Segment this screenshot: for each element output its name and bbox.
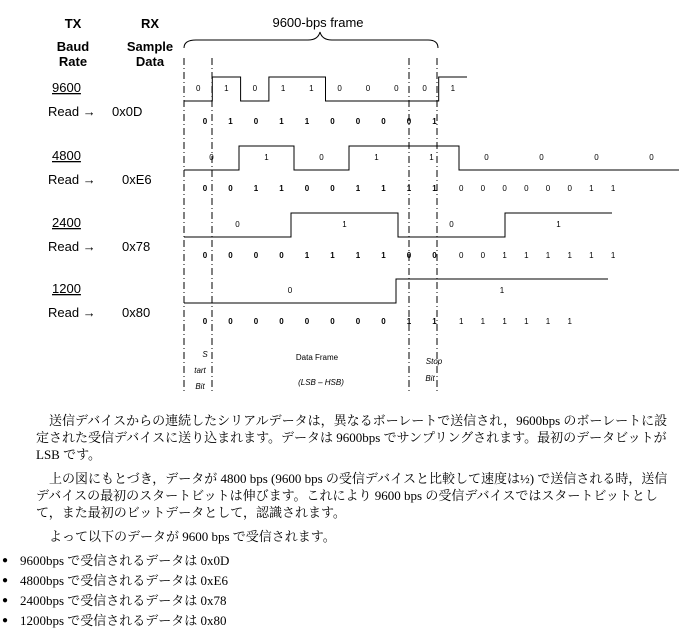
signal-bit-label: 1 (556, 220, 561, 229)
sample-value: 1 (610, 184, 616, 193)
rx-header: RX (140, 16, 160, 31)
sample-value: 1 (432, 184, 437, 193)
sample-value: 1 (589, 251, 594, 260)
sample-value: 1 (567, 251, 572, 260)
row-rate-1200: 1200 (52, 281, 81, 296)
sample-value: 1 (610, 251, 616, 260)
sample-value: 1 (381, 184, 386, 193)
stop-bit-label-1: Stop (425, 357, 443, 366)
signal-bit-label: 0 (252, 84, 258, 93)
start-bit-label-1: S (202, 350, 208, 359)
signal-bit-label: 0 (287, 286, 293, 295)
sample-value: 0 (480, 184, 486, 193)
sample-value: 0 (253, 317, 259, 326)
sample-value: 1 (279, 117, 284, 126)
signal-bit-label: 0 (319, 153, 324, 162)
signal-bit-label: 0 (337, 84, 342, 93)
frame-annotations (194, 350, 443, 391)
row-read-2400: Read → (48, 239, 96, 254)
sample-value: 0 (458, 184, 464, 193)
signal-bit-label: 0 (594, 153, 599, 162)
signal-bit-label: 1 (309, 84, 314, 93)
sample-value: 0 (202, 251, 208, 260)
frame-brace (184, 32, 438, 48)
sample-value: 0 (524, 184, 529, 193)
sample-value: 0 (228, 184, 233, 193)
baud-header: Baud (56, 39, 90, 54)
sample-value: 0 (330, 117, 335, 126)
row-rate-4800: 4800 (52, 148, 81, 163)
signal-bit-label: 0 (539, 153, 544, 162)
row-read-9600: Read → (48, 104, 96, 119)
signal-bit-label: 0 (365, 84, 371, 93)
signal-bit-label: 0 (422, 84, 427, 93)
sample-value: 1 (279, 184, 284, 193)
sample-value: 0 (253, 117, 259, 126)
data-header: Data (135, 54, 165, 69)
sample-value: 0 (502, 184, 507, 193)
row-labels (48, 80, 152, 320)
rate-header: Rate (58, 54, 88, 69)
sample-value: 1 (480, 317, 486, 326)
signal-bit-label: 1 (429, 153, 434, 162)
sample-value: 0 (330, 317, 335, 326)
result-item-1200: ● 1200bps で受信されるデータは 0x80 (2, 612, 676, 629)
signal-bit-label: 0 (649, 153, 654, 162)
sample-value: 1 (253, 184, 259, 193)
sample-value: 1 (524, 317, 529, 326)
row-read-4800: Read → (48, 172, 96, 187)
data-frame-label: Data Frame (295, 353, 339, 362)
row-rate-9600: 9600 (52, 80, 81, 95)
sample-value: 1 (355, 251, 361, 260)
paragraph-3: よって以下のデータが 9600 bps で受信されます。 (49, 529, 336, 544)
sample-value: 1 (567, 317, 572, 326)
sample-value: 0 (279, 251, 284, 260)
start-bit-label-2: tart (194, 366, 206, 375)
row-read-1200: Read → (48, 305, 96, 320)
row-rate-2400: 2400 (52, 215, 81, 230)
row-value-1200: 0x80 (122, 305, 151, 320)
sample-value: 1 (545, 317, 551, 326)
lsb-msb-label: (LSB – HSB) (298, 378, 344, 387)
row-value-4800: 0xE6 (122, 172, 152, 187)
sample-value: 1 (228, 117, 233, 126)
sample-value: 0 (279, 317, 284, 326)
waveform-1200 (184, 279, 608, 303)
sample-value: 1 (432, 117, 437, 126)
signal-bit-label: 1 (450, 84, 456, 93)
sample-value: 0 (202, 117, 208, 126)
signal-bit-label: 1 (342, 220, 347, 229)
sample-value: 1 (432, 317, 437, 326)
sample-value: 1 (304, 117, 310, 126)
sample-value: 1 (355, 184, 361, 193)
signal-bit-label: 1 (280, 84, 286, 93)
sample-value: 0 (545, 184, 551, 193)
sample-value: 0 (202, 317, 208, 326)
signal-bit-label: 1 (499, 286, 505, 295)
signal-bit-label: 1 (374, 153, 379, 162)
frame-label: 9600-bps frame (272, 15, 364, 30)
stop-bit-label-2: Bit (425, 374, 435, 383)
signal-bit-label: 1 (224, 84, 229, 93)
sample-value: 0 (432, 251, 437, 260)
sample-value: 1 (381, 251, 386, 260)
row-value-9600: 0x0D (112, 104, 143, 119)
sample-value: 0 (304, 184, 310, 193)
sample-value: 0 (304, 317, 310, 326)
paragraph-1: 送信デバイスからの連続したシリアルデータは，異なるボーレートで送信され，9600bps のボーレートに設定された受信デバイスに送り込まれます。データは 9600bps でサンプリングされます。最初のデータビットが LSB です。 (36, 413, 668, 462)
sample-value: 0 (458, 251, 464, 260)
sample-value: 1 (458, 317, 464, 326)
sample-value: 1 (406, 184, 412, 193)
result-item-4800: ● 4800bps で受信されるデータは 0xE6 (2, 572, 676, 589)
sample-value: 1 (524, 251, 529, 260)
sample-value: 1 (502, 251, 507, 260)
sample-value: 0 (355, 117, 361, 126)
result-list (20, 552, 676, 629)
sample-value: 0 (567, 184, 572, 193)
result-item-2400: ● 2400bps で受信されるデータは 0x78 (2, 592, 676, 609)
sample-value: 1 (589, 184, 594, 193)
sample-value: 0 (253, 251, 259, 260)
sample-header: Sample (126, 39, 174, 54)
sample-value: 1 (330, 251, 335, 260)
paragraph-2: 上の図にもとづき，データが 4800 bps (9600 bps の受信デバイスと比較して速度は½) で送信される時，送信デバイスの最初のスタートビットは伸びます。これにより 9600 bps の受信デバイスではスタートビットとして，また最初のビットデータとして，認識されます。 (36, 471, 668, 520)
signal-bit-label: 0 (209, 153, 214, 162)
signal-bit-label: 0 (195, 84, 201, 93)
sample-value: 0 (381, 117, 386, 126)
explanation-text (20, 412, 676, 632)
sample-value: 1 (304, 251, 310, 260)
signal-bit-label: 0 (484, 153, 489, 162)
tx-header: TX (64, 16, 82, 31)
row-value-2400: 0x78 (122, 239, 151, 254)
sample-value: 0 (381, 317, 386, 326)
sample-value: 0 (202, 184, 208, 193)
sample-value: 0 (228, 317, 233, 326)
sample-value: 1 (502, 317, 507, 326)
sample-value: 0 (406, 251, 412, 260)
signal-bit-label: 0 (394, 84, 399, 93)
signal-bit-label: 0 (449, 220, 454, 229)
sample-value: 1 (545, 251, 551, 260)
sample-value: 1 (406, 317, 412, 326)
sample-value: 0 (355, 317, 361, 326)
sample-value: 0 (228, 251, 233, 260)
waveform-2400 (184, 213, 612, 237)
sample-value: 0 (406, 117, 412, 126)
start-bit-label-3: Bit (195, 382, 205, 391)
sample-value: 0 (330, 184, 335, 193)
result-item-9600: ● 9600bps で受信されるデータは 0x0D (2, 552, 676, 569)
signal-bit-label: 0 (235, 220, 240, 229)
sample-value: 0 (480, 251, 486, 260)
signal-bit-label: 1 (264, 153, 269, 162)
